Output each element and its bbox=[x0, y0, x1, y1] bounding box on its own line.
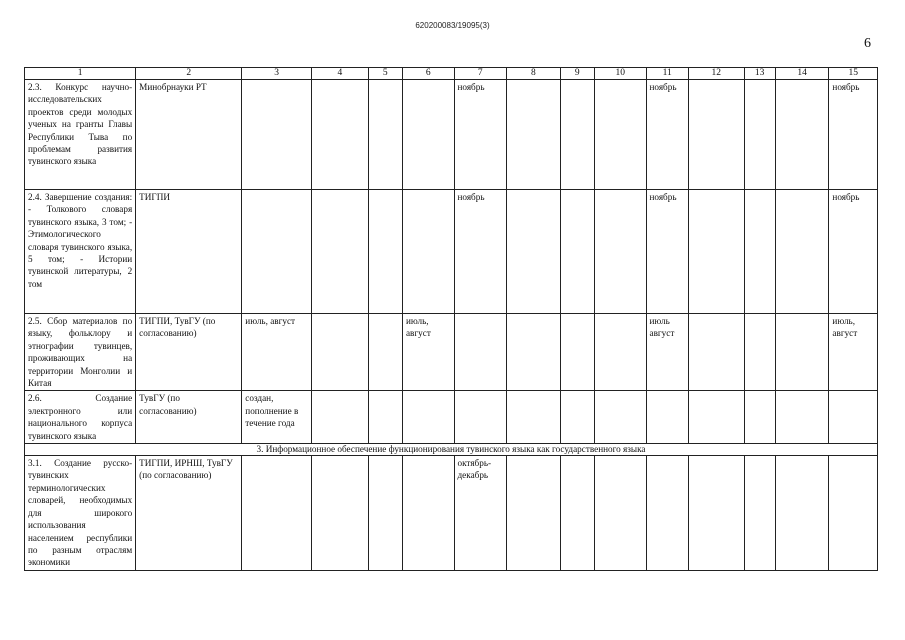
period-cell bbox=[242, 190, 312, 314]
executor-cell: ТувГУ (по согласованию) bbox=[136, 391, 242, 444]
column-number: 12 bbox=[688, 68, 744, 80]
period-cell bbox=[829, 391, 878, 444]
column-number: 13 bbox=[744, 68, 775, 80]
executor-cell: Минобрнауки РТ bbox=[136, 80, 242, 190]
period-cell: ноябрь bbox=[454, 80, 507, 190]
period-cell: июль, август bbox=[402, 314, 454, 391]
column-number: 11 bbox=[646, 68, 688, 80]
period-cell bbox=[242, 456, 312, 571]
executor-cell: ТИГПИ bbox=[136, 190, 242, 314]
column-number: 7 bbox=[454, 68, 507, 80]
table-row bbox=[25, 190, 878, 314]
period-cell bbox=[402, 456, 454, 571]
period-cell: ноябрь bbox=[454, 190, 507, 314]
schedule-table bbox=[24, 67, 878, 571]
period-cell: ноябрь bbox=[829, 190, 878, 314]
period-cell bbox=[829, 456, 878, 571]
item-cell: 2.3. Конкурс научно-исследовательских проектов среди молодых ученых на гранты Главы Республики Тыва по проблемам развития тувинского языка bbox=[25, 80, 136, 190]
item-cell: 2.4. Завершение создания: - Толкового словаря тувинского языка, 3 том; - Этимологического словаря тувинского языка, 5 том; - Истории тувинской литературы, 2 том bbox=[25, 190, 136, 314]
table-row bbox=[25, 80, 878, 190]
table-row bbox=[25, 456, 878, 571]
period-cell bbox=[402, 391, 454, 444]
item-cell: 2.6. Создание электронного или национального корпуса тувинского языка bbox=[25, 391, 136, 444]
column-number: 5 bbox=[368, 68, 402, 80]
column-number: 8 bbox=[507, 68, 561, 80]
executor-cell: ТИГПИ, ТувГУ (по согласованию) bbox=[136, 314, 242, 391]
period-cell: июль, август bbox=[829, 314, 878, 391]
period-cell bbox=[646, 456, 688, 571]
period-cell: июль, август bbox=[242, 314, 312, 391]
column-number: 6 bbox=[402, 68, 454, 80]
column-number: 10 bbox=[594, 68, 646, 80]
column-number: 3 bbox=[242, 68, 312, 80]
period-cell bbox=[402, 80, 454, 190]
column-number: 2 bbox=[136, 68, 242, 80]
period-cell bbox=[646, 391, 688, 444]
item-cell: 2.5. Сбор материалов по языку, фольклору и этнографии тувинцев, проживающих на территории Монголии и Китая bbox=[25, 314, 136, 391]
document-id: 620200083/19095(3) bbox=[415, 21, 490, 30]
period-cell: июль август bbox=[646, 314, 688, 391]
period-cell: создан, пополнение в течение года bbox=[242, 391, 312, 444]
item-cell: 3.1. Создание русско-тувинских терминологических словарей, необходимых для широкого использования населением республики по разным отраслям экономики bbox=[25, 456, 136, 571]
period-cell: ноябрь bbox=[829, 80, 878, 190]
table-row bbox=[25, 314, 878, 391]
column-number: 4 bbox=[312, 68, 369, 80]
executor-cell: ТИГПИ, ИРНШ, ТувГУ (по согласованию) bbox=[136, 456, 242, 571]
section-title: 3. Информационное обеспечение функционирования тувинского языка как государственного языка bbox=[25, 444, 878, 456]
period-cell bbox=[454, 391, 507, 444]
period-cell bbox=[242, 80, 312, 190]
column-number: 9 bbox=[560, 68, 594, 80]
column-number-row bbox=[25, 68, 878, 80]
column-number: 1 bbox=[25, 68, 136, 80]
page-number: 6 bbox=[864, 36, 871, 51]
column-number: 15 bbox=[829, 68, 878, 80]
section-header-row bbox=[25, 444, 878, 456]
period-cell: ноябрь bbox=[646, 190, 688, 314]
period-cell: ноябрь bbox=[646, 80, 688, 190]
column-number: 14 bbox=[775, 68, 829, 80]
period-cell bbox=[402, 190, 454, 314]
table-row bbox=[25, 391, 878, 444]
period-cell bbox=[454, 314, 507, 391]
period-cell: октябрь-декабрь bbox=[454, 456, 507, 571]
